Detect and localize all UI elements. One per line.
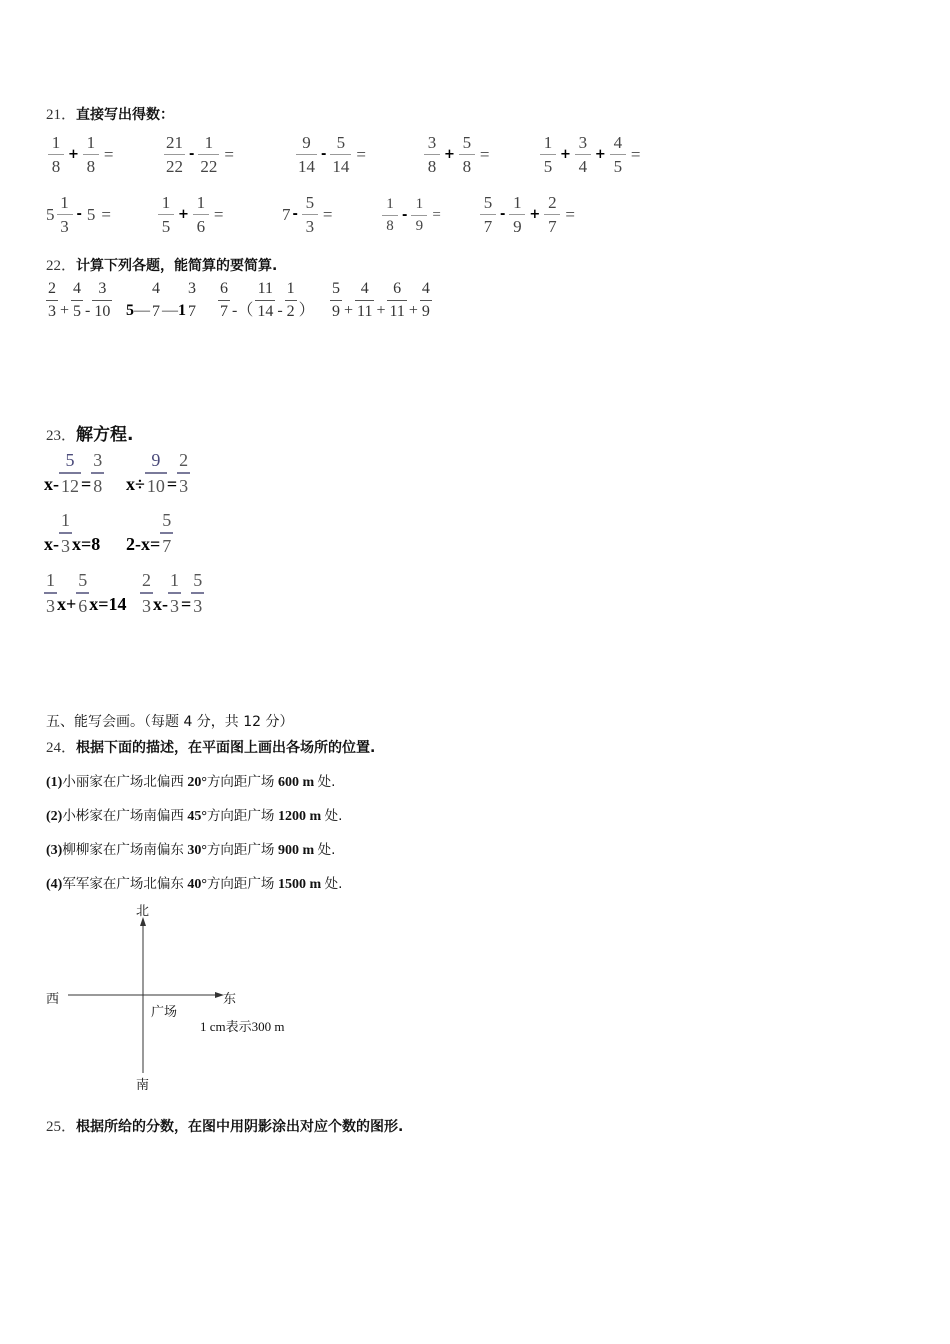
- q22-expr-4: $\frac{5}{9}$ + $\frac{4}{11}$ + $\frac{6}{11}$ + $\frac{4}{9}$: [332, 280, 430, 320]
- q23-eq-5: $\frac{1}{3}$ x+ $\frac{5}{6}$ x=14: [46, 570, 127, 616]
- q21-expr-4: $\frac{3}{8}$ + $\frac{5}{8}$ =: [422, 134, 493, 175]
- q23-eq-2: x÷ $\frac{9}{10}$ = $\frac{2}{3}$: [126, 450, 189, 496]
- q24-item-4: (4)军军家在广场北偏东 40°方向距广场 1500 m 处.: [46, 876, 343, 892]
- south-label: 南: [136, 1078, 150, 1093]
- q21-heading: [46, 103, 174, 124]
- q21-expr-10: $\frac{5}{7}$ - $\frac{1}{9}$ + $\frac{2}{7}$ =: [478, 194, 578, 235]
- q24-item-3: (3)柳柳家在广场南偏东 30°方向距广场 900 m 处.: [46, 842, 336, 858]
- q21-expr-8: 7 - $\frac{5}{3}$ =: [282, 193, 333, 236]
- q21-expr-7: $\frac{1}{5}$ + $\frac{1}{6}$ =: [156, 194, 227, 235]
- q22-expr-3: $\frac{6}{7}$ - （ $\frac{11}{14}$ - $\frac{1}{2}$ ）: [220, 280, 315, 320]
- q22-number: 22．: [46, 258, 77, 274]
- q23-title: 解方程.: [76, 425, 134, 445]
- q24-item-1: (1)小丽家在广场北偏西 20°方向距广场 600 m 处.: [46, 774, 336, 790]
- q23-number: 23．: [46, 428, 77, 444]
- scale-label: 1 cm表示300 m: [200, 1019, 285, 1034]
- q23-heading: [46, 420, 133, 445]
- plaza-label: 广场: [151, 1005, 178, 1020]
- q25-heading: [46, 1115, 403, 1136]
- q24-title: 根据下面的描述，在平面图上画出各场所的位置.: [76, 740, 376, 756]
- west-label: 西: [46, 992, 60, 1007]
- q22-heading: [46, 254, 277, 275]
- q23-eq-6: $\frac{2}{3}$ x- $\frac{1}{3}$ = $\frac{5}{3}$: [142, 570, 203, 616]
- q22-expr-2: 5 — $\frac{4}{7}$ — 1 $\frac{3}{7}$: [126, 280, 196, 320]
- q21-number: 21．: [46, 107, 77, 123]
- q23-eq-4: 2-x= $\frac{5}{7}$: [126, 510, 172, 556]
- q22-expr-1: $\frac{2}{3}$ + $\frac{4}{5}$ - $\frac{3}{10}$: [48, 280, 111, 320]
- q24-item-2: (2)小彬家在广场南偏西 45°方向距广场 1200 m 处.: [46, 808, 343, 824]
- q23-eq-1: x- $\frac{5}{12}$ = $\frac{3}{8}$: [44, 450, 103, 496]
- q23-eq-3: x- $\frac{1}{3}$ x=8: [44, 510, 101, 556]
- compass-diagram: [40, 895, 320, 1095]
- compass-axes-icon: [40, 895, 320, 1095]
- q24-heading: [46, 736, 375, 757]
- q21-expr-2: $\frac{21}{22}$ - $\frac{1}{22}$ =: [166, 133, 234, 176]
- q21-expr-9: $\frac{1}{8}$ - $\frac{1}{9}$ =: [380, 197, 444, 234]
- q21-expr-6: 5 $\frac{1}{3}$ - 5 =: [46, 193, 111, 236]
- q22-title: 计算下列各题，能简算的要简算.: [76, 258, 278, 274]
- q21-expr-5: $\frac{1}{5}$ + $\frac{3}{4}$ + $\frac{4}{5}$ =: [538, 134, 643, 175]
- east-label: 东: [223, 992, 237, 1007]
- q21-expr-3: $\frac{9}{14}$ - $\frac{5}{14}$ =: [298, 133, 366, 176]
- q21-expr-1: $\frac{1}{8}$ + $\frac{1}{8}$ =: [46, 134, 117, 175]
- q25-number: 25．: [46, 1119, 77, 1135]
- north-label: 北: [136, 904, 150, 919]
- q21-title: 直接写出得数：: [76, 107, 175, 123]
- section-5-title: 五、能写会画。（每题 4 分，共 12 分）: [46, 714, 294, 730]
- q24-number: 24．: [46, 740, 77, 756]
- q25-title: 根据所给的分数，在图中用阴影涂出对应个数的图形.: [76, 1119, 404, 1135]
